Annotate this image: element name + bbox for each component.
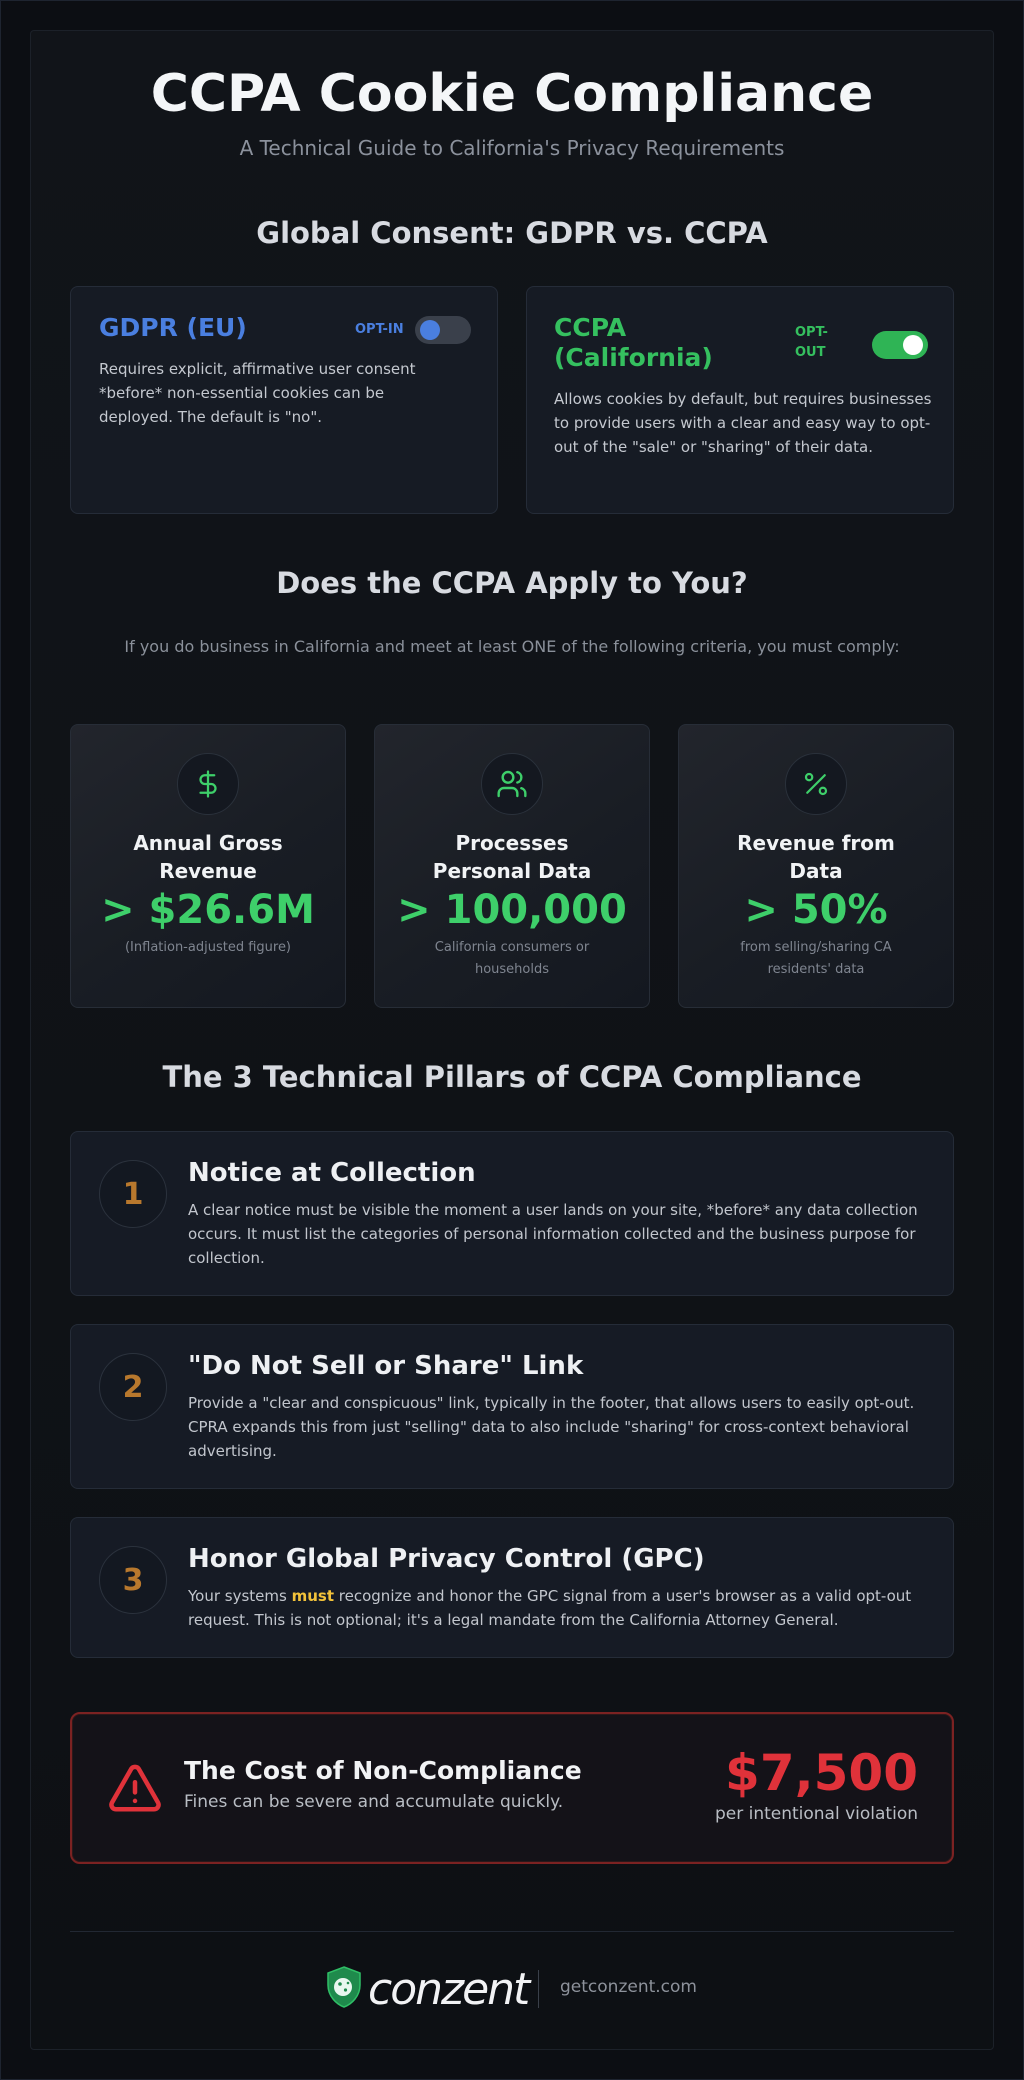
pillar-do-not-sell — [70, 1324, 954, 1489]
toggle-knob — [903, 335, 923, 355]
pillar-number: 2 — [99, 1353, 167, 1421]
criteria-note: (Inflation-adjusted figure) — [124, 940, 292, 955]
ccpa-card — [526, 286, 954, 514]
pillar-description: Your systems must recognize and honor the GPC signal from a user's browser as a valid opt-out request. This is not optional; it's a legal mandate from the California Attorney General. — [188, 1587, 912, 1629]
ccpa-opt-out-toggle[interactable] — [872, 331, 928, 359]
criteria-card-personal-data — [374, 724, 650, 1008]
criteria-note: from selling/sharing CA residents' data — [740, 940, 892, 977]
ccpa-title-line1: CCPA — [554, 313, 627, 342]
pillar-notice — [70, 1131, 954, 1296]
criteria-value: > 50% — [744, 887, 888, 933]
pillar-number: 1 — [99, 1160, 167, 1228]
penalty-per: per intentional violation — [714, 1804, 918, 1824]
footer-divider — [70, 1931, 954, 1932]
website-link[interactable]: getconzent.com — [560, 1977, 697, 1997]
pillar-description: Provide a "clear and conspicuous" link, typically in the footer, that allows users to easily opt-out. CPRA expands this from just "selling" data to also include "sharing" for cross-context behavioral advertising. — [188, 1394, 915, 1460]
gdpr-description: Requires explicit, affirmative user consent *before* non-essential cookies can be deployed. The default is "no". — [99, 360, 416, 426]
consent-heading: Global Consent: GDPR vs. CCPA — [256, 216, 768, 250]
criteria-label: Processes Personal Data — [432, 831, 592, 883]
gdpr-toggle-label: OPT-IN — [355, 322, 404, 337]
toggle-knob — [420, 320, 440, 340]
penalty-amount: $7,500 — [725, 1744, 918, 1802]
pillar-title: "Do Not Sell or Share" Link — [188, 1351, 584, 1381]
pillar-description: A clear notice must be visible the moment a user lands on your site, *before* any data collection occurs. It must list the categories of personal information collected and the business purpose for collection. — [188, 1201, 918, 1267]
applies-intro: If you do business in California and meet at least ONE of the following criteria, you must comply: — [124, 637, 900, 656]
ccpa-toggle-label-line2: OUT — [795, 345, 826, 360]
criteria-card-data-revenue — [678, 724, 954, 1008]
criteria-value: > 100,000 — [397, 887, 627, 933]
dollar-icon — [177, 753, 239, 815]
gdpr-title: GDPR (EU) — [99, 313, 247, 342]
ccpa-description: Allows cookies by default, but requires businesses to provide users with a clear and easy way to opt-out of the "sale" or "sharing" of their data. — [554, 390, 932, 456]
applies-heading: Does the CCPA Apply to You? — [276, 566, 748, 600]
penalty-subtitle: Fines can be severe and accumulate quickly. — [184, 1792, 564, 1812]
pillars-heading: The 3 Technical Pillars of CCPA Compliance — [162, 1060, 862, 1094]
percent-icon — [785, 753, 847, 815]
criteria-value: > $26.6M — [101, 887, 315, 933]
page-subtitle: A Technical Guide to California's Privacy Requirements — [239, 136, 785, 160]
page-title: CCPA Cookie Compliance — [150, 64, 874, 124]
pillar-title: Honor Global Privacy Control (GPC) — [188, 1544, 705, 1574]
pillar-title: Notice at Collection — [188, 1158, 476, 1188]
users-icon — [481, 753, 543, 815]
criteria-card-revenue — [70, 724, 346, 1008]
gdpr-opt-in-toggle[interactable] — [415, 316, 471, 344]
warning-icon — [108, 1764, 162, 1818]
pillar-gpc — [70, 1517, 954, 1658]
penalty-banner — [70, 1712, 954, 1864]
shield-cookie-icon — [324, 1965, 364, 2013]
criteria-label: Annual Gross Revenue — [133, 831, 283, 883]
logo-text: conzent — [368, 1963, 529, 2015]
footer-separator — [538, 1970, 539, 2008]
criteria-label: Revenue from Data — [737, 831, 895, 883]
gdpr-card — [70, 286, 498, 514]
emphasis-must: must — [291, 1587, 335, 1605]
penalty-title: The Cost of Non-Compliance — [184, 1756, 582, 1785]
pillar-number: 3 — [99, 1546, 167, 1614]
conzent-logo[interactable] — [324, 1964, 528, 2014]
ccpa-title-line2: (California) — [554, 343, 713, 372]
criteria-note: California consumers or households — [434, 940, 590, 977]
ccpa-toggle-label-line1: OPT- — [795, 325, 828, 340]
